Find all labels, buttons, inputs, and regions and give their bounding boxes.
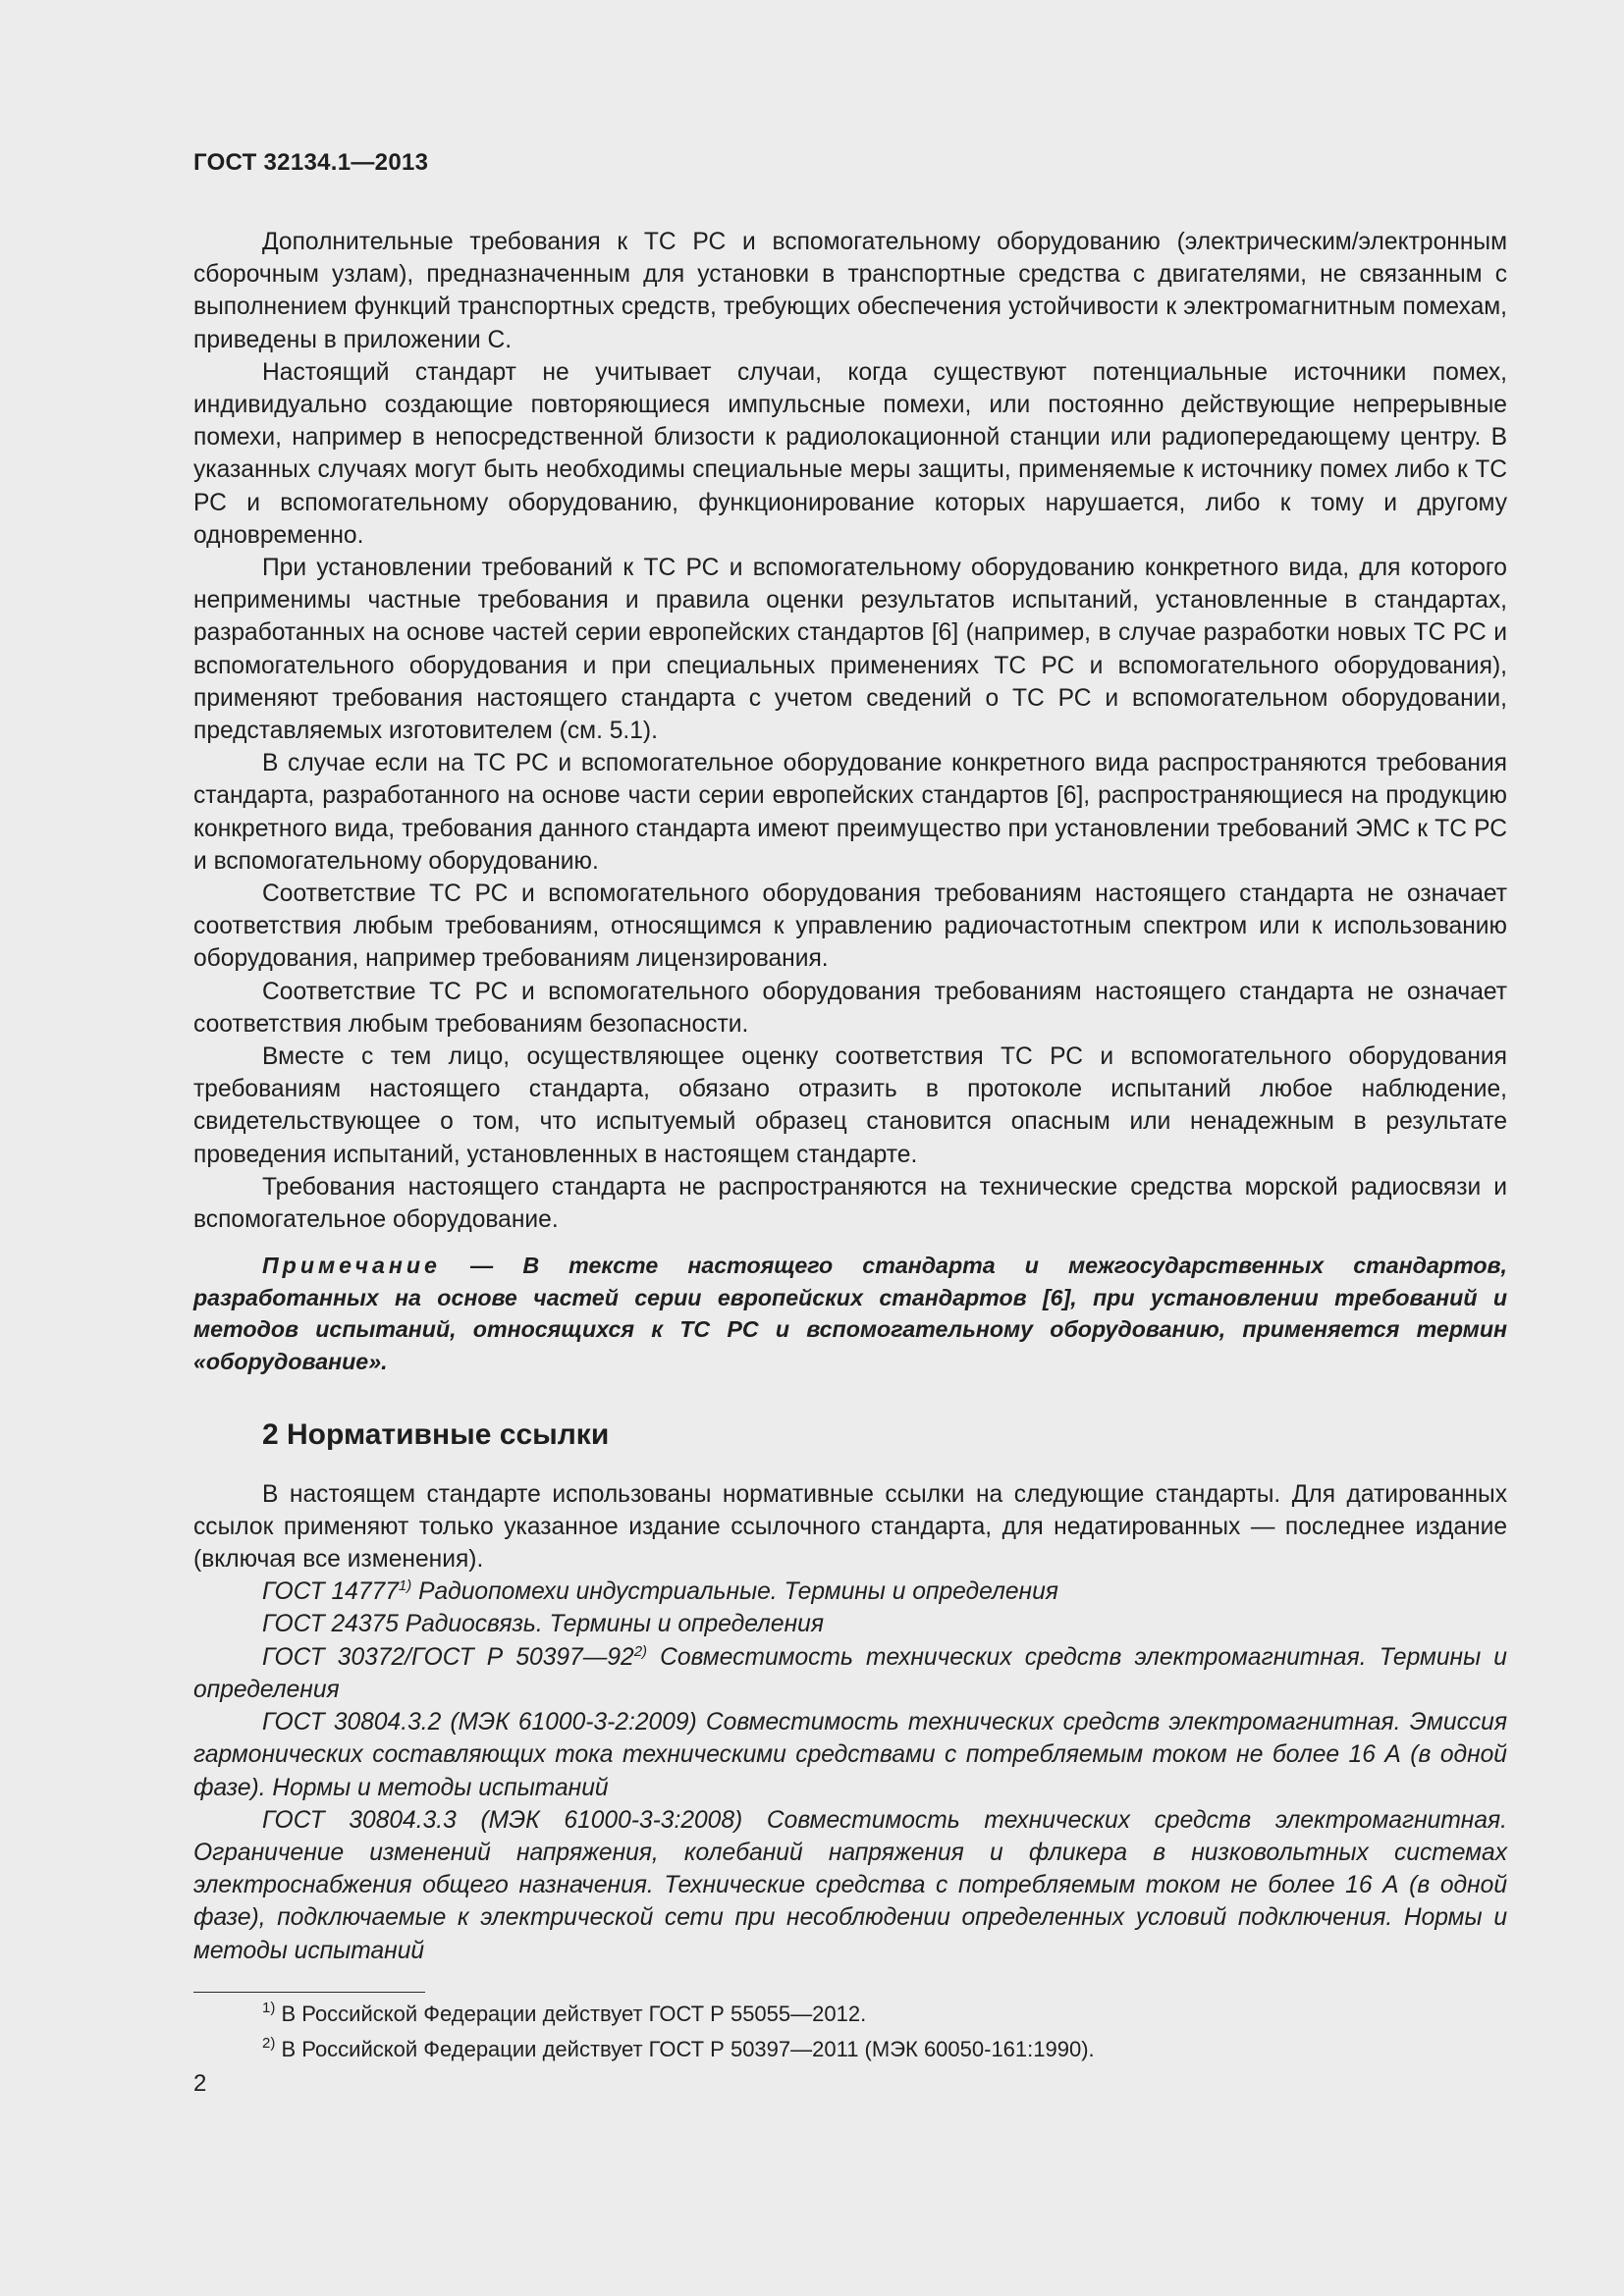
paragraph: Дополнительные требования к ТС РС и вспомогательному оборудованию (электрическим/электронным сборочным узлам), предназначенным для установки в транспортные средства с двигателями, не связанным с выполнением функций транспортных средств, требующих обеспечения устойчивости к электромагнитным помехам, приведены в приложении С. [193,229,1507,353]
reference-code: ГОСТ 30804.3.2 (МЭК 61000-3-2:2009) [262,1709,697,1736]
section-heading: 2 Нормативные ссылки [262,1417,610,1451]
reference-item [193,1641,1507,1706]
paragraph: Настоящий стандарт не учитывает случаи, когда существуют потенциальные источники помех, индивидуально создающие повторяющиеся импульсные помехи, или постоянно действующие непрерывные помехи, например в непосредственной близости к радиолокационной станции или радиопередающему центру. В указанных случаях могут быть необходимы специальные меры защиты, применяемые к источнику помех либо к ТС РС и вспомогательному оборудованию, функционирование которых нарушается, либо к тому и другому одновременно. [193,358,1507,549]
body-text [193,226,1507,1967]
footnote-number: 2) [262,2035,276,2052]
note [193,1250,1507,1377]
reference-title: Совместимость технических средств электромагнитная. Термины и определения [193,1643,1507,1703]
footnote [262,2032,1507,2067]
footnote-text: В Российской Федерации действует ГОСТ Р 55055—2012. [275,2002,867,2026]
paragraph: Соответствие ТС РС и вспомогательного оборудования требованиям настоящего стандарта не означает соответствия любым требованиям безопасности. [193,978,1507,1038]
reference-code: ГОСТ 30372/ГОСТ Р 50397—92 [262,1643,634,1671]
reference-code: ГОСТ 24375 [262,1611,399,1638]
reference-code: ГОСТ 14777 [262,1578,399,1606]
paragraph: В случае если на ТС РС и вспомогательное оборудование конкретного вида распространяются требования стандарта, разработанного на основе части серии европейских стандартов [6], распространяющиеся на продукцию конкретного вида, требования данного стандарта имеют преимущество при установлении требований ЭМС к ТС РС и вспомогательному оборудованию. [193,750,1507,875]
reference-item [193,1804,1507,1967]
section-intro: В настоящем стандарте использованы нормативные ссылки на следующие стандарты. Для датированных ссылок применяют только указанное издание ссылочного стандарта, для недатированных — последнее издание (включая все изменения). [193,1480,1507,1574]
reference-code: ГОСТ 30804.3.3 (МЭК 61000-3-3:2008) [262,1806,743,1834]
reference-item [193,1706,1507,1804]
footnote-mark[interactable]: 2) [633,1642,648,1660]
page-number: 2 [193,2070,207,2097]
reference-title: Совместимость технических средств электромагнитная. Ограничение изменений напряжения, колебаний напряжения и фликера в низковольтных системах электроснабжения общего назначения. Технические средства с потребляемым током не более 16 А (в одной фазе), подключаемые к электрической сети при несоблюдении определенных условий подключения. Нормы и методы испытаний [193,1806,1507,1964]
reference-item [193,1575,1507,1608]
footnote-divider [193,1992,425,1993]
paragraph: Соответствие ТС РС и вспомогательного оборудования требованиям настоящего стандарта не означает соответствия любым требованиям, относящимся к управлению радиочастотным спектром или к использованию оборудования, например требованиям лицензирования. [193,881,1507,973]
footnote-mark[interactable]: 1) [398,1577,412,1595]
paragraph: Требования настоящего стандарта не распространяются на технические средства морской радиосвязи и вспомогательное оборудование. [193,1173,1507,1234]
document-header-id: ГОСТ 32134.1—2013 [193,149,429,176]
footnote-text: В Российской Федерации действует ГОСТ Р 50397—2011 (МЭК 60050-161:1990). [275,2037,1095,2061]
reference-title: Радиопомехи индустриальные. Термины и определения [411,1578,1058,1606]
footnotes [262,1997,1507,2067]
reference-title: Радиосвязь. Термины и определения [398,1611,824,1638]
reference-title: Совместимость технических средств электромагнитная. Эмиссия гармонических составляющих тока техническими средствами с потребляемым током не более 16 А (в одной фазе). Нормы и методы испытаний [193,1709,1507,1801]
footnote [262,1997,1507,2032]
note-label: Примечание [262,1253,441,1279]
paragraph: При установлении требований к ТС РС и вспомогательному оборудованию конкретного вида, для которого неприменимы частные требования и правила оценки результатов испытаний, установленные в стандартах, разработанных на основе частей серии европейских стандартов [6] (например, в случае разработки новых ТС РС и вспомогательного оборудования и при специальных применениях ТС РС и вспомогательного оборудования), применяют требования настоящего стандарта с учетом сведений о ТС РС и вспомогательном оборудовании, представляемых изготовителем (см. 5.1). [193,555,1507,745]
note-text: В тексте настоящего стандарта и межгосударственных стандартов, разработанных на основе частей серии европейских стандартов [6], при установлении требований и методов испытаний, относящихся к ТС РС и вспомогательному оборудованию, применяется термин «оборудование». [193,1253,1507,1375]
note-dash: — [440,1253,523,1279]
footnote-number: 1) [262,2000,276,2016]
reference-item [193,1608,1507,1640]
paragraph: Вместе с тем лицо, осуществляющее оценку соответствия ТС РС и вспомогательного оборудования требованиям настоящего стандарта, обязано отразить в протоколе испытаний любое наблюдение, свидетельствующее о том, что испытуемый образец становится опасным или ненадежным в результате проведения испытаний, установленных в настоящем стандарте. [193,1043,1507,1168]
